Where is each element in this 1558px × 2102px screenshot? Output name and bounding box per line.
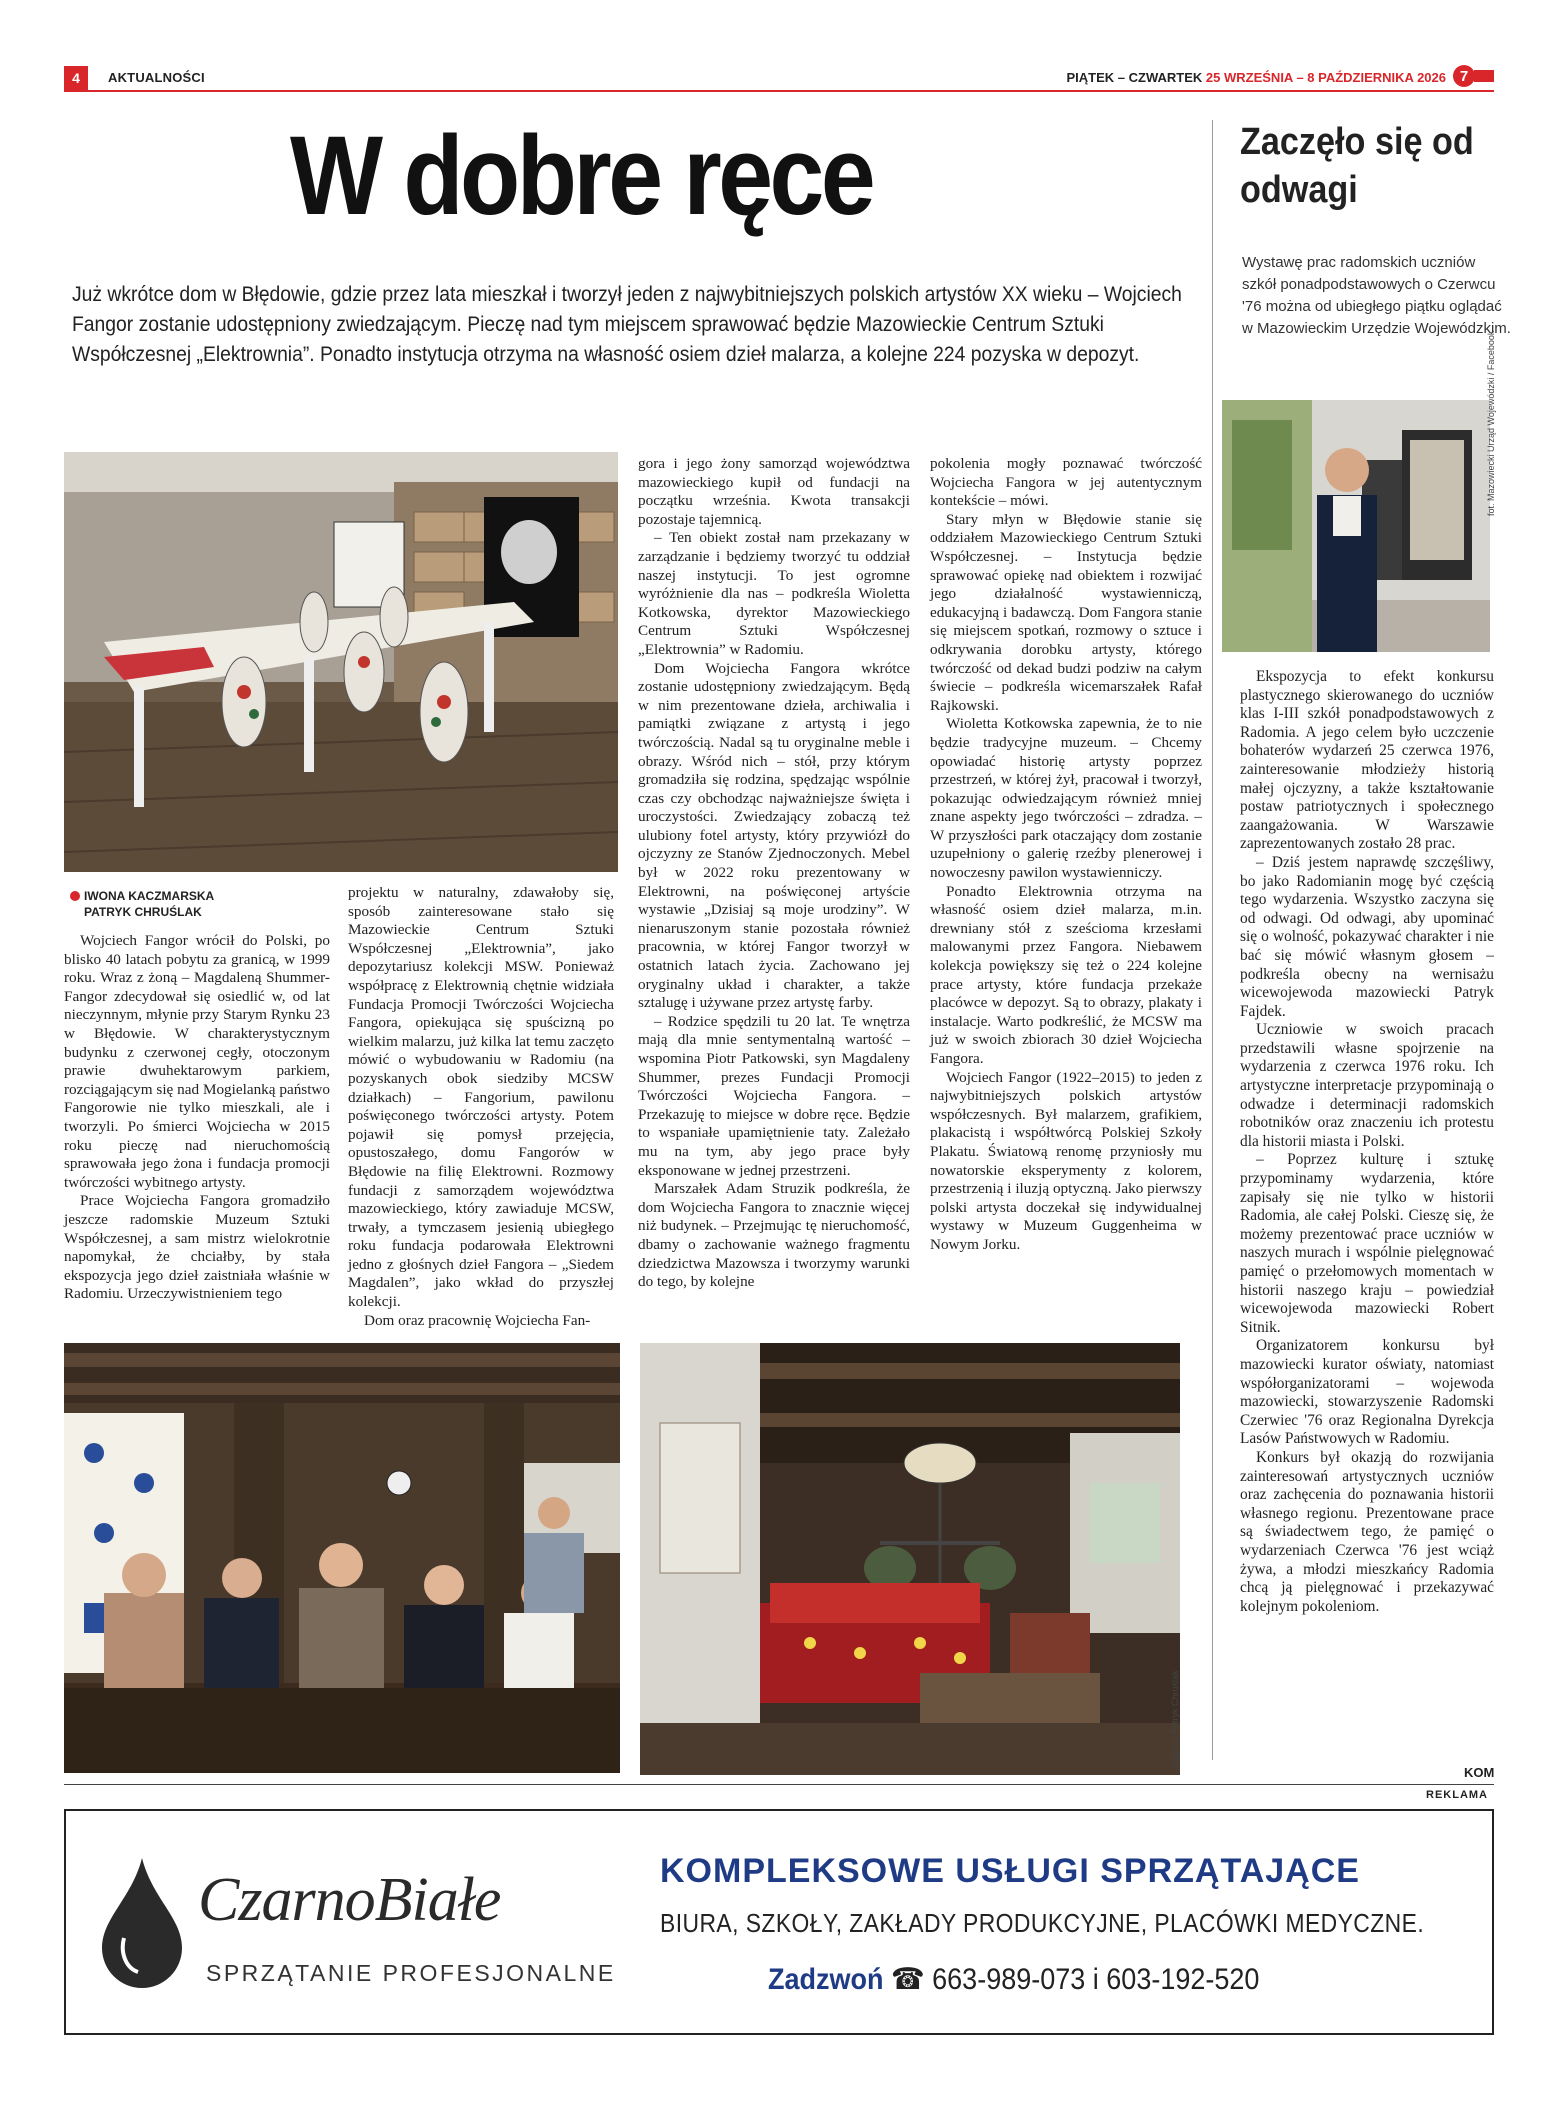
paragraph: Marszałek Adam Struzik podkreśla, że dom Wojciecha Fangora to znacznie więcej niż budynek. – Przejmując tę nieruchomość, dbamy o zachowanie ważnego fragmentu dziedzictwa Mazowsza i tworzymy warunki do tego, by kolejne [638,1180,910,1291]
paragraph: – Poprzez kulturę i sztukę przypominamy wydarzenia, które zapisały się nie tylko w historii Radomia, ale całej Polski. Cieszę się, że możemy prezentować prace uczniów w naszych murach i wspólnie pielęgnować pamięć o przełomowych momentach w historii naszego kraju – powiedział wicewojewoda mazowiecki Robert Sitnik. [1240,1151,1494,1336]
paragraph: Prace Wojciecha Fangora gromadziło jeszcze radomskie Muzeum Sztuki Współczesnej, a sam mistrz wielokrotnie napomykał, że chciałby, by stała ekspozycja jego dzieł zaistniała właśnie w Radomiu. Urzeczywistnieniem tego [64,1192,330,1303]
byline [70,888,214,920]
side-photo-credit: fot. Mazowiecki Urząd Wojewódzki / Facebook [1486,330,1496,516]
article-title: W dobre ręce [290,113,873,238]
phone-icon: ☎ [891,1963,925,1996]
photo-interior-sofa [640,1343,1180,1775]
dates-range: 25 WRZEŚNIA – 8 PAŹDZIERNIKA 2026 [1205,70,1446,85]
photo-exhibition [1222,400,1490,652]
paragraph: – Rodzice spędzili tu 20 lat. Te wnętrza mają dla mnie sentymentalną wartość – wspomina Piotr Patkowski, syn Magdaleny Shummer, prezes Fundacji Promocji Twórczości Wojciecha Fangora. – Przekazuję to miejsce w dobre ręce. Będzie to wspaniałe upamiętnienie taty. Zależało mu na tym, aby jego prace były eksponowane w jednej przestrzeni. [638,1012,910,1179]
article-column-1 [64,932,330,1304]
author-1: IWONA KACZMARSKA [84,889,215,903]
ad-call-label: Zadzwoń [768,1963,884,1996]
article-lead: Już wkrótce dom w Błędowie, gdzie przez lata mieszkał i tworzył jeden z najwybitniejszych polskich artystów XX wieku – Wojciech Fangor zostanie udostępniony zwiedzającym. Pieczę nad tym miejscem sprawować będzie Mazowieckie Centrum Sztuki Współczesnej „Elektrownia”. Ponadto instytucja otrzyma na własność osiem dzieł malarza, a kolejne 224 pozyska w depozyt. [72,283,1182,366]
ad-services: BIURA, SZKOŁY, ZAKŁADY PRODUKCYJNE, PLACÓWKI MEDYCZNE. [660,1908,1425,1938]
issue-dates [1067,70,1446,85]
paragraph: Stary młyn w Błędowie stanie się oddziałem Mazowieckiego Centrum Sztuki Współczesnej. – Instytucja będzie sprawować opiekę nad obiektem i rozwijać jego działalność wystawienniczą, edukacyjną i badawczą. Dom Fangora stanie się miejscem spotkań, rozmowy o sztuce i odkrywania dorobku artysty, którego twórczość od dekad budzi podziw na całym świecie – podkreśla wicemarszałek Rafał Rajkowski. [930,510,1202,714]
ad-call-line [768,1962,1259,1997]
article-column-4 [930,455,1202,1255]
dates-prefix: PIĄTEK – CZWARTEK [1066,70,1206,85]
article-column-3 [638,455,910,1292]
paragraph: projektu w naturalny, zdawałoby się, sposób zainteresowane stało się Mazowieckie Centrum Sztuki Współczesnej „Elektrownia”, jako depozytariusz kolekcji MSW. Ponieważ współpracę z Elektrownią chętnie widziała Fundacja Promocji Twórczości Wojciecha Fangora, opiekująca się spuścizną po wielkim malarzu, już kilka lat temu zaczęto mówić o wybudowaniu w Radomiu (na pozyskanych obok siedziby MCSW działkach) – Fangorium, pawilonu poświęconego twórczości artysty. Potem pojawił się pomysł przejęcia, opustoszałego, domu Fangorów w Błędowie na filię Elektrowni. Rozmowy fundacji z samorządem województwa mazowieckiego, który zawiaduje MCSW, trwały, a tymczasem jesienią ubiegłego roku fundacja podarowała Elektrowni jedno z głośnych dzieł Fangora – „Siedem Magdalen”, jako wkład do przyszłej kolekcji. [348,884,614,1311]
paragraph: pokolenia mogły poznawać twórczość Wojciecha Fangora w jej autentycznym kontekście – mówi. [930,455,1202,510]
bullet-icon [70,891,80,901]
paragraph: Wojciech Fangor wrócił do Polski, po blisko 40 latach pobytu za granicą, w 1999 roku. Wraz z żoną – Magdaleną Shummer-Fangor zdecydował się osiedlić w, od lat nieczynnym, młynie przy Starym Rynku 23 w Błędowie. W charakterystycznym budynku z czerwonej cegły, otoczonym prawie dwuhektarowym parkiem, rozciągającym się nad Mogielanką państwo Fangorowie nie tylko mieszkali, ale i tworzyli. Po śmierci Wojciecha w 2015 roku pieczę nad nieruchomością sprawowała jego żona i fundacja promocji twórczości wybitnego artysty. [64,932,330,1191]
side-column-text [1240,668,1494,1616]
logo-number: 7 [1459,68,1469,85]
ad-brand-name: CzarnoBiałe [198,1866,501,1934]
ad-brand-tagline: SPRZĄTANIE PROFESJONALNE [206,1960,616,1986]
photo-studio-table [64,452,618,872]
newspaper-logo-icon [1452,64,1496,88]
column-divider [1212,120,1213,1760]
drop-logo-icon [102,1858,182,1988]
paragraph: Dom Wojciecha Fangora wkrótce zostanie udostępniony zwiedzającym. Będą w nim prezentowane dzieła, archiwalia i pamiątki związane z artystą i jego twórczością. Nadal są tu oryginalne meble i obrazy. Wśród nich – stół, przy którym gromadziła się rodzina, spędzając wspólnie czas czy obchodząc najważniejsze święta i uroczystości. Zwiedzający zobaczą też ulubiony fotel artysty, który przywiózł do ojczyzny ze Stanów Zjednoczonych. Mebel był w 2022 roku prezentowany w Elektrowni, na poświęconej artyście wystawie „Dzisiaj są moje urodziny”. W nienaruszonym stanie pozostała również pracownia, w której Fangor tworzył w ostatnich latach życia. Zachowano jej oryginalny układ i charakter, a także sztalugę i używane przez artystę farby. [638,659,910,1012]
side-title: Zaczęło się od odwagi [1240,121,1474,211]
paragraph: Konkurs był okazją do rozwijania zainteresowań artystycznych uczniów oraz zachęcenia do poznawania historii własnego regionu. Prezentowane prace są świadectwem tego, że pamięć o wydarzeniach Czerwca '76 jest wciąż żywa, a młodzi mieszkańcy Radomia chcą ją pielęgnować i przekazywać kolejnym pokoleniom. [1240,1448,1494,1615]
paragraph: – Dziś jestem naprawdę szczęśliwy, bo jako Radomianin mogę być częścią tego wydarzenia. Wszystko zaczyna się od odwagi. Od odwagi, aby upominać się o wolność, pokazywać charakter i nie bać się mówić własnym głosem – podkreśla obecny na wernisażu wicewojewoda mazowiecki Patryk Fajdek. [1240,853,1494,1020]
side-lead: Wystawę prac radomskich uczniów szkół ponadpodstawowych o Czerwcu '76 można od ubiegłego piątku oglądać w Mazowieckim Urzędzie Wojewódzkim. [1242,254,1511,337]
header-rule [64,90,1494,92]
page-number: 4 [64,66,88,90]
paragraph: Ekspozycja to efekt konkursu plastycznego skierowanego do uczniów klas I-III szkół ponadpodstawowych z Radomia. A jego celem było uczczenie bohaterów wydarzeń 25 czerwca 1976, zainteresowanie młodzieży historią małej ojczyzny, a także kształtowanie postaw patriotycznych i społecznego zaangażowania. W Warszawie zaprezentowanych zostało 28 prac. [1240,668,1494,853]
side-signature: KOM [1464,1765,1495,1780]
photo-press-conference [64,1343,620,1773]
paragraph: Dom oraz pracownię Wojciecha Fan- [364,1311,591,1329]
paragraph: Organizatorem konkursu był mazowiecki kurator oświaty, natomiast współorganizatorami – wojewoda mazowiecki, stowarzyszenie Radomski Czerwiec '76 oraz Regionalna Dyrekcja Lasów Państwowych w Radomiu. [1240,1337,1494,1448]
paragraph: Wioletta Kotkowska zapewnia, że to nie będzie tradycyjne muzeum. – Chcemy opowiadać historię artysty poprzez przestrzeń, w której żył, pracował i tworzył, pokazując odwiedzającym również mniej znane aspekty jego twórczości – zdradza. – W przyszłości park otaczający dom zostanie uzupełniony o galerię rzeźby plenerowej i nowoczesny pawilon wystawienniczy. [930,715,1202,882]
paragraph: Ponadto Elektrownia otrzyma na własność osiem dzieł malarza, m.in. drewniany stół z sześcioma krzesłami malowanymi przez Fangora. Niebawem kolekcja powiększy się też o 224 kolejne prace artysty, które fundacja przekaże placówce w depozyt. Są to obrazy, plakaty i instalacje. Warto podkreślić, że MCSW ma już w swoich zbiorach 30 dzieł Wojciecha Fangora. [930,882,1202,1067]
ad-phone-numbers[interactable]: 663-989-073 i 603-192-520 [932,1963,1260,1996]
paragraph: gora i jego żony samorząd województwa mazowieckiego kupił od fundacji na początku września. Kwota transakcji pozostaje tajemnicą. [638,455,910,528]
photo-credit-bottom: Zdjęcia: Patryk Chruślak [1170,1670,1180,1768]
article-column-2 [348,884,614,1330]
paragraph: Uczniowie w swoich pracach przedstawili własne spojrzenie na wydarzenia z czerwca 1976 roku. Ich artystyczne interpretacje przypominają o odwadze i determinacji radomskich robotników oraz znaczeniu ich protestu dla historii miasta i Polski. [1240,1021,1494,1150]
section-label: AKTUALNOŚCI [108,70,205,85]
paragraph: – Ten obiekt został nam przekazany w zarządzanie i będziemy tworzyć tu oddział naszej instytucji. To jest ogromne wyróżnienie dla nas – podkreśla Wioletta Kotkowska, dyrektor Mazowieckiego Centrum Sztuki Współczesnej „Elektrownia” w Radomiu. [638,529,910,658]
author-2: PATRYK CHRUŚLAK [84,905,202,919]
ad-rule [64,1784,1494,1785]
ad-label: REKLAMA [1426,1789,1488,1801]
paragraph: Wojciech Fangor (1922–2015) to jeden z najwybitniejszych polskich artystów współczesnych. Był malarzem, grafikiem, plakacistą i współtwórcą Polskiej Szkoły Plakatu. Światową renomę przyniosły mu nowatorskie eksperymenty z kolorem, przestrzenią i iluzją optyczną. Jako pierwszy polski artysta doczekał się indywidualnej wystawy w Muzeum Guggenheima w Nowym Jorku. [930,1068,1202,1253]
ad-headline: KOMPLEKSOWE USŁUGI SPRZĄTAJĄCE [660,1852,1360,1890]
